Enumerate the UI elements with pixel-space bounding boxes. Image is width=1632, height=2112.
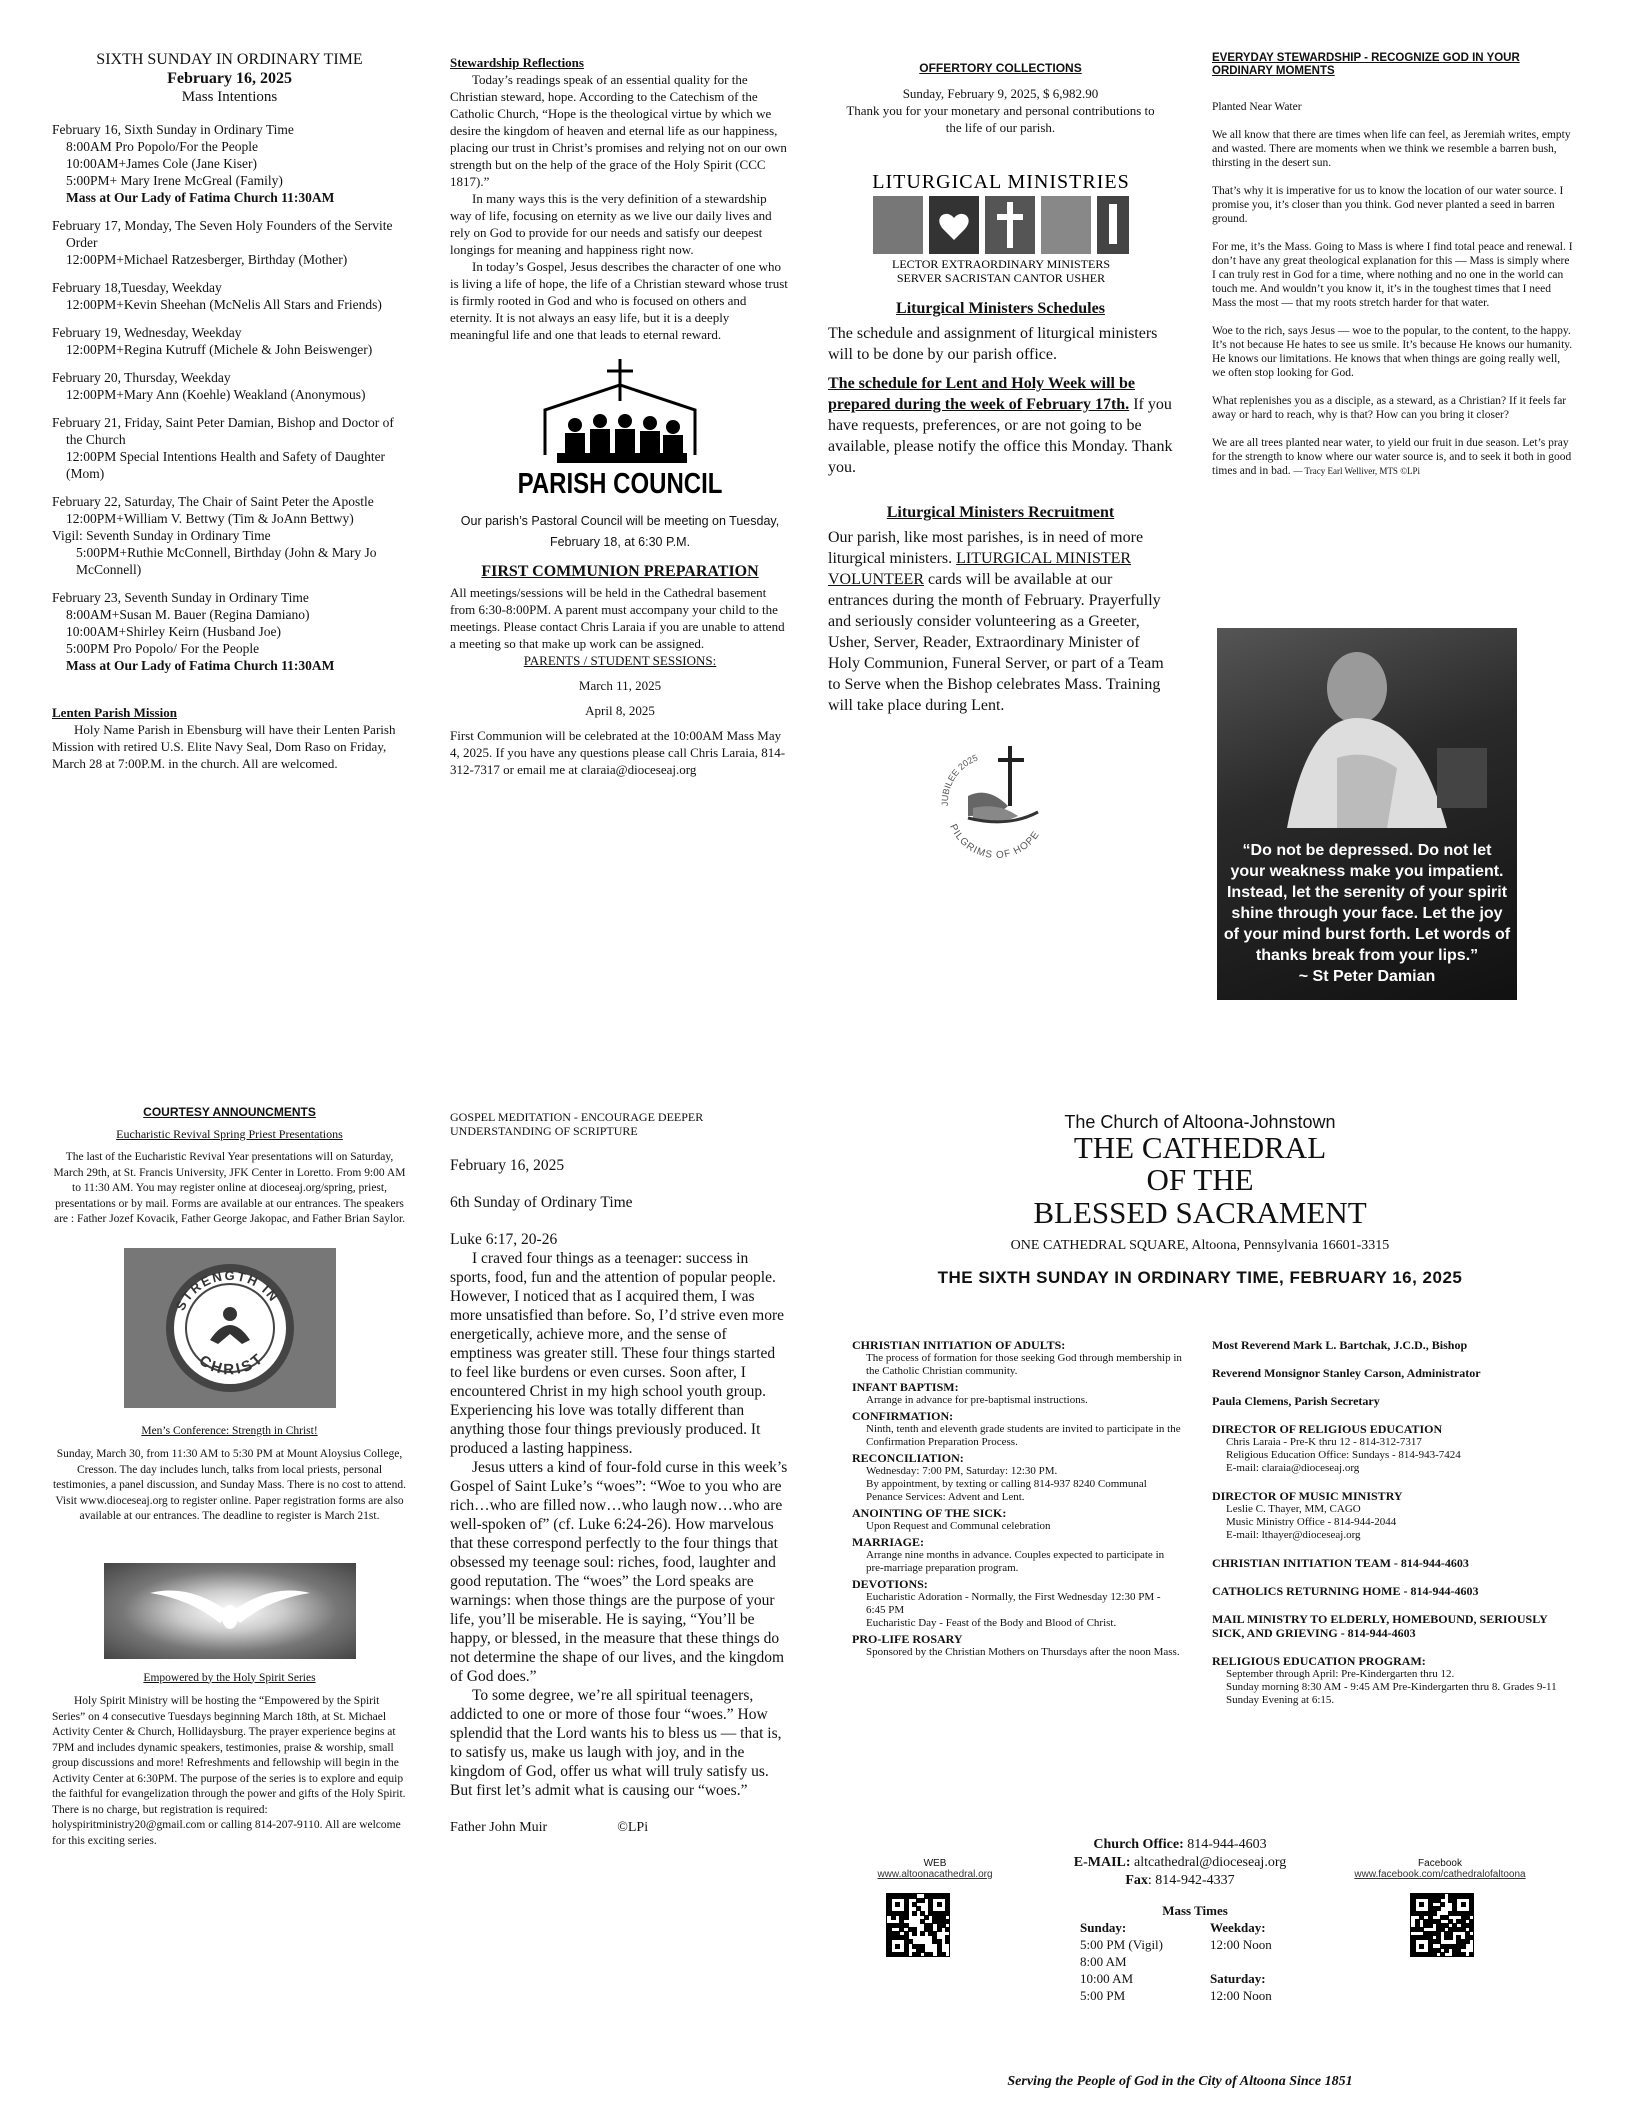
page-title: SIXTH SUNDAY IN ORDINARY TIME [96,51,363,68]
staff-title: Paula Clemens, Parish Secretary [1212,1394,1380,1408]
saint-figure-icon [1217,628,1517,828]
fatima-mass-note: Mass at Our Lady of Fatima Church 11:30AM [66,658,335,673]
mass-intention-entry [52,589,407,674]
mass-day-heading: February 20, Thursday, Weekday [52,370,231,385]
mass-intention-line: 12:00PM+Kevin Sheehan (McNelis All Stars and Friends) [66,297,382,312]
gospel-reference: Luke 6:17, 20-26 [450,1231,558,1248]
recruitment-title: Liturgical Ministers Recruitment [886,504,1115,521]
email-label: E-MAIL: [1073,1855,1131,1870]
mass-intention-line: 12:00PM Special Intentions Health and Safety of Daughter (Mom) [66,449,386,481]
everyday-stewardship-column [1212,52,1574,478]
sacrament-item [852,1632,1182,1659]
revival-title: Eucharistic Revival Spring Priest Presentations [116,1126,343,1141]
mass-intention-entry [52,121,407,206]
cathedral-address: ONE CATHEDRAL SQUARE, Altoona, Pennsylvania 16601-3315 [1010,1238,1390,1253]
mass-day-heading: February 18,Tuesday, Weekday [52,280,222,295]
parish-council-logo [517,355,723,505]
sacrament-title: ANOINTING OF THE SICK: [852,1506,1007,1520]
holy-spirit-dove-image [104,1563,356,1659]
staff-item [1212,1366,1567,1380]
sacrament-item [852,1338,1182,1378]
sacrament-title: CONFIRMATION: [852,1409,954,1423]
mass-intention-line: 5:00PM+ Mary Irene McGreal (Family) [66,173,283,188]
facebook-link[interactable]: www.facebook.com/cathedralofaltoona [1354,1869,1526,1880]
staff-item [1212,1422,1567,1475]
sacrament-title: INFANT BAPTISM: [852,1380,959,1394]
cathedral-name-3: BLESSED SACRAMENT [1033,1195,1367,1230]
logo-top-text: STRENGTH IN [172,1267,282,1313]
cover-footer: Serving the People of God in the City of Altoona Since 1851 [1007,2074,1353,2089]
staff-description: September through April: Pre-Kindergarten thru 12. Sunday morning 8:30 AM - 9:45 AM Pre-Kindergarten thru 8. Grades 9-11 Sunday Evening at 6:15. [1226,1668,1557,1706]
sacrament-description: Arrange nine months in advance. Couples expected to participate in pre-marriage preparation program. [866,1549,1165,1574]
courtesy-title: COURTESY ANNOUNCMENTS [143,1105,316,1119]
sacrament-description: Eucharistic Adoration - Normally, the First Wednesday 12:30 PM - 6:45 PM Eucharistic Day - Feast of the Body and Blood of Christ. [866,1591,1161,1629]
mass-day-heading: February 23, Seventh Sunday in Ordinary Time [52,590,309,605]
holy-spirit-title: Empowered by the Holy Spirit Series [143,1671,316,1684]
offertory-thanks: Thank you for your monetary and personal contributions to the life of our parish. [846,103,1155,135]
web-label: WEB [923,1858,947,1869]
offertory-title: OFFERTORY COLLECTIONS [919,61,1082,75]
recruitment-p2: cards will be available at our entrances during the month of February. Prayerfully and seriously consider volunteering as a Greeter, Usher, Server, Reader, Extraordinary Minister of Holy Communion, Funeral Server, or part of a Team to Serve when the Bishop celebrates Mass. Training will take place during Lent. [828,571,1164,714]
intentions-subtitle: Mass Intentions [181,89,278,105]
cover-sunday-title: THE SIXTH SUNDAY IN ORDINARY TIME, FEBRUARY 16, 2025 [937,1268,1463,1287]
mass-intention-line: 12:00PM+Mary Ann (Koehle) Weakland (Anonymous) [66,387,366,402]
first-communion-title: FIRST COMMUNION PREPARATION [481,563,759,580]
logo-bottom-text: CHRIST [195,1348,268,1378]
recruitment-text [828,527,1173,716]
schedules-p2 [828,373,1173,478]
schedules-bold: The schedule for Lent and Holy Week will be prepared during the week of February 17th. [828,375,1135,413]
mass-intention-entry [52,324,407,358]
sacrament-title: DEVOTIONS: [852,1577,928,1591]
mass-intention-entry [52,493,407,578]
parish-council-label: PARISH COUNCIL [517,466,723,500]
lm-banner-title: LITURGICAL MINISTRIES [871,171,1130,193]
schedules-p1: The schedule and assignment of liturgical ministers will to be done by our parish office. [828,325,1158,363]
email-address[interactable]: altcathedral@dioceseaj.org [1130,1855,1287,1870]
everyday-p4: Woe to the rich, says Jesus — woe to the popular, to the content, to the happy. It’s not because He hates to see us smile. It’s because He knows our humanity. He knows our limitations. He knows that when things are going really well, we often stop looking for God. [1212,325,1573,379]
staff-item [1212,1584,1567,1598]
mass-times-title: Mass Times [1162,1903,1228,1918]
strength-in-christ-logo [124,1248,336,1408]
mass-intention-entry [52,279,407,313]
mens-conference-text: Sunday, March 30, from 11:30 AM to 5:30 PM at Mount Aloysius College, Cresson. The day includes lunch, talks from local priests, personal testimonies, a panel discussion, and Sunday Mass. There is no cost to attend. Visit www.dioceseaj.org to register online. Paper registration forms are also available at our entrances. The deadline to register is March 21st. [52,1448,407,1522]
everyday-stewardship-title: EVERYDAY STEWARDSHIP - RECOGNIZE GOD IN YOUR ORDINARY MOMENTS [1212,52,1520,77]
mass-intention-line: 10:00AM+Shirley Keirn (Husband Joe) [66,624,281,639]
mass-day-heading: February 19, Wednesday, Weekday [52,325,242,340]
mass-day-heading: February 22, Saturday, The Chair of Saint Peter the Apostle [52,494,374,509]
staff-title: MAIL MINISTRY TO ELDERLY, HOMEBOUND, SERIOUSLY SICK, AND GRIEVING - 814-944-4603 [1212,1612,1548,1640]
schedules-p2-text: If you have requests, preferences, or are not going to be available, please notify the office this Monday. Thank you. [828,396,1173,476]
staff-item [1212,1394,1567,1408]
sacrament-description: The process of formation for those seeking God through membership in the Catholic Christian community. [866,1352,1182,1377]
gospel-sunday: 6th Sunday of Ordinary Time [450,1194,633,1211]
sacrament-item [852,1577,1182,1630]
everyday-p3: For me, it’s the Mass. Going to Mass is where I find total peace and renewal. I don’t have any great theological explanation for this — Mass is simply where I can truly rest in God for a time, where nothing and no one in the world can touch me. And wouldn’t you know it, it’s in the toughest times that I need Mass the most — that my roots stretch harder for that water. [1212,241,1573,309]
sacrament-title: RECONCILIATION: [852,1451,964,1465]
sacrament-description: Sponsored by the Christian Mothers on Thursdays after the noon Mass. [866,1646,1180,1658]
stewardship-column [450,54,790,778]
everyday-p6-text: We are all trees planted near water, to yield our fruit in due season. Let’s pray for the strength to know where our water source is, and to seek it both in good times and in bad. [1212,437,1572,477]
mass-intention-line: 12:00PM+William V. Bettwy (Tim & JoAnn Bettwy) [66,511,354,526]
fax-label: Fax [1125,1873,1148,1888]
fax-number: : 814-942-4337 [1147,1873,1235,1888]
offertory-column [828,60,1173,866]
weekday-label: Weekday: [1210,1920,1266,1935]
staff-item [1212,1612,1567,1640]
staff-description: Leslie C. Thayer, MM, CAGO Music Ministry Office - 814-944-2044 E-mail: lthayer@dioceseaj.org [1226,1503,1397,1541]
lenten-mission-title: Lenten Parish Mission [52,705,177,720]
session-date-2: April 8, 2025 [585,703,655,718]
weekday-masses [1210,1919,1310,2004]
staff-title: CHRISTIAN INITIATION TEAM - 814-944-4603 [1212,1556,1469,1570]
web-link[interactable]: www.altoonacathedral.org [877,1869,993,1880]
gospel-credit: ©LPi [617,1820,649,1835]
mass-intention-line: 5:00PM Pro Popolo/ For the People [66,641,260,656]
web-block [855,1858,1015,1880]
sacrament-title: MARRIAGE: [852,1535,924,1549]
sacrament-item [852,1535,1182,1575]
sacrament-item [852,1409,1182,1449]
first-communion-text: All meetings/sessions will be held in the Cathedral basement from 6:30-8:00PM. A parent must accompany your child to the meetings. Please contact Chris Laraia if you are unable to attend a meeting so that make up work can be assigned. [450,585,785,651]
mass-day-heading: February 21, Friday, Saint Peter Damian, Bishop and Doctor of the Church [52,415,394,447]
dove-icon [104,1563,356,1659]
gospel-p1: I craved four things as a teenager: success in sports, food, fun and the attention of popular people. However, I noticed that as I acquired them, I was more unsatisfied than before. So, I’d strive even more energetically, achieve more, and the sense of emptiness was greater still. These four things started to feel like burdens or even curses. Soon after, I encountered Christ in my high school youth group. Experiencing his love was totally different than anything those four things previously produced. It produced a lasting happiness. [450,1250,785,1457]
courtesy-announcements-column [52,1105,407,1849]
schedules-title: Liturgical Ministers Schedules [896,300,1105,317]
staff-title: Reverend Monsignor Stanley Carson, Administrator [1212,1366,1481,1380]
mass-intention-line: 5:00PM+Ruthie McConnell, Birthday (John & Mary Jo McConnell) [76,545,377,577]
mass-intention-entry [52,369,407,403]
stewardship-title: Stewardship Reflections [450,55,584,70]
sunday-masses [1080,1919,1163,2004]
cathedral-name-1: THE CATHEDRAL [1073,1130,1327,1165]
council-meeting-text: Our parish’s Pastoral Council will be meeting on Tuesday, February 18, at 6:30 P.M. [460,514,780,549]
facebook-qr-code[interactable] [1410,1893,1474,1957]
gospel-p2: Jesus utters a kind of four-fold curse in this week’s Gospel of Saint Luke’s “woes”: “Woe to you who are rich…who are filled now…who laugh now…who are well-spoken of” (cf. Luke 6:24-26). How marvelous that these correspond perfectly to the four things that obsessed my teenage soul: riches, food, laughter and good reputation. The “woes” the Lord speaks are warnings: when those things are the purpose of your life, you’ll be miserable. He is saying, “You’ll be happy, or blessed, in the measure that these things do not determine the shape of our lives, and the kingdom of God does.” [450,1459,788,1685]
mass-intentions-list [52,121,407,674]
mass-intention-entry [52,414,407,482]
everyday-p1: We all know that there are times when life can feel, as Jeremiah writes, empty and wasted. There are moments when we think we resemble a barren bush, thirsting in the desert sun. [1212,129,1571,169]
lm-roles-2: SERVER SACRISTAN CANTOR USHER [896,271,1105,285]
sacraments-list [852,1338,1182,1661]
saturday-time: 12:00 Noon [1210,1988,1272,2003]
staff-description: Chris Laraia - Pre-K thru 12 - 814-312-7317 Religious Education Office: Sundays - 814-943-7424 E-mail: claraia@dioceseaj.org [1226,1436,1461,1474]
everyday-p5: What replenishes you as a disciple, as a steward, as a Christian? If it feels far away or hard to reach, why is that? How can you bring it closer? [1212,395,1567,421]
fatima-mass-note: Mass at Our Lady of Fatima Church 11:30AM [66,190,335,205]
mass-times [1080,1902,1310,2004]
holy-spirit-text: Holy Spirit Ministry will be hosting the “Empowered by the Spirit Series” on 4 consecutive Tuesdays beginning March 18th, at St. Michael Activity Center & Church, Hollidaysburg. The prayer experience begins at 7PM and includes dynamic speakers, testimonies, praise & worship, small group discussions and more! Refreshments and fellowship will begin in the Activity Center at 6:30PM. The purpose of the series is to explore and equip the faithful for evangelization through the power and gifts of the Holy Spirit. There is no charge, but registration is required: holyspiritministry20@gmail.com or calling 814-207-9110. All are welcome for this exciting series. [52,1695,406,1847]
staff-item [1212,1654,1567,1707]
sacrament-description: Arrange in advance for pre-baptismal instructions. [866,1394,1088,1406]
staff-list [1212,1338,1567,1721]
everyday-sub: Planted Near Water [1212,101,1302,113]
staff-title: CATHOLICS RETURNING HOME - 814-944-4603 [1212,1584,1479,1598]
staff-item [1212,1489,1567,1542]
jubilee-logo [928,736,1058,866]
lenten-mission [52,704,407,772]
office-label: Church Office: [1093,1837,1184,1852]
everyday-p2: That’s why it is imperative for us to know the location of our water source. I promise you, it’s closer than you think. God never planted a seed in barren ground. [1212,185,1564,225]
sacrament-description: Upon Request and Communal celebration [866,1520,1051,1532]
sacrament-title: CHRISTIAN INITIATION OF ADULTS: [852,1338,1066,1352]
gospel-author-line [450,1818,790,1837]
mens-conference-title: Men’s Conference: Strength in Christ! [141,1424,318,1437]
sacrament-title: PRO-LIFE ROSARY [852,1632,963,1646]
cover-header [840,1112,1560,1288]
diocese-name: The Church of Altoona-Johnstown [1064,1112,1336,1132]
sacrament-description: Ninth, tenth and eleventh grade students are invited to participate in the Confirmation Preparation Process. [866,1423,1181,1448]
svg-text:PILGRIMS OF HOPE [947,823,1042,862]
sacrament-item [852,1506,1182,1533]
gospel-date: February 16, 2025 [450,1157,565,1174]
everyday-credit: — Tracy Earl Welliver, MTS ©LPi [1293,466,1421,476]
facebook-block [1340,1858,1540,1880]
mass-intention-line: 10:00AM+James Cole (Jane Kiser) [66,156,257,171]
volunteer-cards-text: LITURGICAL MINISTER VOLUNTEER [828,550,1132,588]
cathedral-name-2: OF THE [1146,1162,1254,1197]
staff-title: DIRECTOR OF MUSIC MINISTRY [1212,1489,1403,1503]
office-phone: 814-944-4603 [1183,1837,1267,1852]
everyday-p6 [1212,436,1574,478]
liturgical-ministries-banner [851,166,1151,286]
session-date-1: March 11, 2025 [578,678,662,693]
staff-item [1212,1556,1567,1570]
mass-intention-entry [52,217,407,268]
staff-title: DIRECTOR OF RELIGIOUS EDUCATION [1212,1422,1443,1436]
vigil-heading: Vigil: Seventh Sunday in Ordinary Time [52,528,271,543]
staff-title: Most Reverend Mark L. Bartchak, J.C.D., Bishop [1212,1338,1468,1352]
gospel-title: GOSPEL MEDITATION - ENCOURAGE DEEPER UNDERSTANDING OF SCRIPTURE [450,1110,704,1138]
lm-roles-1: LECTOR EXTRAORDINARY MINISTERS [891,257,1110,271]
stewardship-p2: In many ways this is the very definition of a stewardship way of life, focusing on eternity as we live our daily lives and rely on God to provide for our needs and satisfy our deepest longings for meaning and happiness right now. [450,191,772,257]
intentions-date: February 16, 2025 [167,70,292,87]
revival-text: The last of the Eucharistic Revival Year presentations will on Saturday, March 29th, at St. Francis University, JFK Center in Loretto. From 9:00 AM to 11:30 AM. You may register online at dioceseaj.org/spring, priest, presentations or by mail. Forms are available at our entrances. The speakers are : Father Jozef Kovacik, Father George Jakopac, and Father Brian Saylor. [53,1151,406,1225]
st-peter-damian-image [1217,628,1517,1000]
facebook-label: Facebook [1418,1858,1462,1869]
gospel-meditation-column [450,1110,790,1837]
damian-quote-author: ~ St Peter Damian [1298,968,1436,985]
sacrament-item [852,1451,1182,1504]
sunday-times: 5:00 PM (Vigil) 8:00 AM 10:00 AM 5:00 PM [1080,1937,1164,2003]
contact-block [1040,1836,1320,1890]
website-qr-code[interactable] [886,1893,950,1957]
recruitment-p1: Our parish, like most parishes, is in need of more liturgical ministers. [828,529,1144,567]
sacrament-description: Wednesday: 7:00 PM, Saturday: 12:30 PM. By appointment, by texting or calling 814-937 8240 Communal Penance Services: Advent and Lent. [866,1465,1147,1503]
jubilee-bottom-text: PILGRIMS OF HOPE [947,822,1043,862]
gospel-p3: To some degree, we’re all spiritual teenagers, addicted to one or more of those four “woes.” How splendid that the Lord wants his to bless us — that is, to satisfy us, make us laugh with joy, and in the kingdom of God, offer us what will truly satisfy us. But first let’s admit what is causing our “woes.” [450,1687,782,1799]
mass-day-heading: February 16, Sixth Sunday in Ordinary Time [52,122,294,137]
gospel-author: Father John Muir [450,1820,548,1835]
mass-intention-line: 8:00AM Pro Popolo/For the People [66,139,259,154]
mass-intention-line: 8:00AM+Susan M. Bauer (Regina Damiano) [66,607,310,622]
sunday-label: Sunday: [1080,1920,1127,1935]
jubilee-top-text: JUBILEE 2025 [939,752,980,807]
staff-title: RELIGIOUS EDUCATION PROGRAM: [1212,1654,1426,1668]
offertory-amount: Sunday, February 9, 2025, $ 6,982.90 [902,86,1099,101]
stewardship-p3: In today’s Gospel, Jesus describes the character of one who is living a life of hope, the life of a Christian steward whose trust is firmly rooted in God and who is focused on others and eternity. It is not always an easy life, but it is a deeply meaningful life and one that leads to eternal reward. [450,259,788,342]
mass-intentions-column [52,50,407,772]
first-communion-text-2: First Communion will be celebrated at the 10:00AM Mass May 4, 2025. If you have any questions please call Chris Laraia, 814-312-7317 or email me at claraia@dioceseaj.org [450,728,786,777]
mass-intention-line: 12:00PM+Regina Kutruff (Michele & John Beiswenger) [66,342,373,357]
sessions-title: PARENTS / STUDENT SESSIONS: [523,653,717,668]
mass-day-heading: February 17, Monday, The Seven Holy Founders of the Servite Order [52,218,393,250]
saturday-label: Saturday: [1210,1971,1266,1986]
stewardship-p1: Today’s readings speak of an essential quality for the Christian steward, hope. According to the Catechism of the Catholic Church, “Hope is the theological virtue by which we desire the kingdom of heaven and eternal life as our happiness, placing our trust in Christ’s promises and relying not on our own strength but on the help of the grace of the Holy Spirit (CCC 1817).” [450,72,787,189]
staff-item [1212,1338,1567,1352]
sacrament-item [852,1380,1182,1407]
lenten-mission-text: Holy Name Parish in Ebensburg will have their Lenten Parish Mission with retired U.S. Elite Navy Seal, Dom Raso on Friday, March 28 at 7:00P.M. in the church. All are welcomed. [52,722,396,771]
damian-quote: “Do not be depressed. Do not let your weakness make you impatient. Instead, let the serenity of your spirit shine through your face. Let the joy of your mind burst forth. Let words of thanks break from your lips.” [1223,842,1511,964]
mass-intention-line: 12:00PM+Michael Ratzesberger, Birthday (Mother) [66,252,348,267]
weekday-time: 12:00 Noon [1210,1937,1272,1952]
